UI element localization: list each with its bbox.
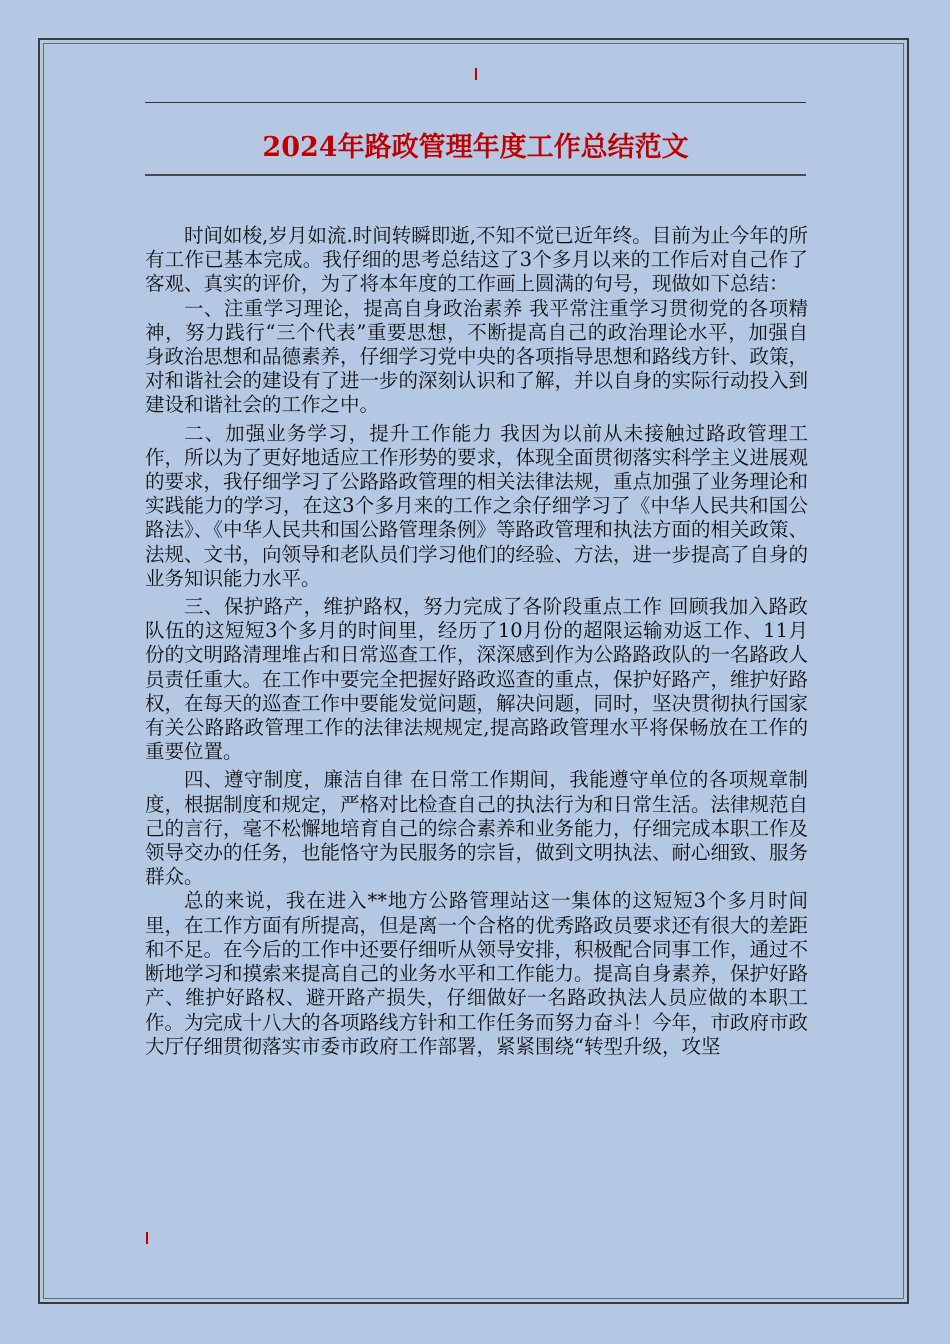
title-rule: [145, 174, 806, 176]
paragraph-section-1: 一、注重学习理论，提高自身政治素养 我平常注重学习贯彻党的各项精神，努力践行“三个代表”重要思想，不断提高自己的政治理论水平，加强自身政治思想和品德素养，仔细学习党中央的各项指导思想和路线方针、政策，对和谐社会的建设有了进一步的深刻认识和了解，并以自身的实际行动投入到建设和谐社会的工作之中。: [145, 296, 809, 417]
document-title: 2024年路政管理年度工作总结范文: [262, 132, 689, 163]
footer-mark: [146, 1232, 148, 1244]
document-body: [145, 224, 808, 1059]
paragraph-section-4: 四、遵守制度，廉洁自律 在日常工作期间，我能遵守单位的各项规章制度，根据制度和规定，严格对比检查自己的执法行为和日常生活。法律规范自己的言行，毫不松懈地培育自己的综合素养和业务能力，仔细完成本职工作及领导交办的任务，也能恪守为民服务的宗旨，做到文明执法、耐心细致、服务群众。: [145, 768, 809, 889]
header-mark: [475, 68, 477, 80]
paragraph-section-3: 三、保护路产，维护路权，努力完成了各阶段重点工作 回顾我加入路政队伍的这短短3个多月的时间里，经历了10月份的超限运输劝返工作、11月份的文明路清理堆占和日常巡查工作，深深感到作为公路路政队的一名路政人员责任重大。在工作中要完全把握好路政巡查的重点，保护好路产，维护好路权，在每天的巡查工作中要能发觉问题，解决问题，同时，坚决贯彻执行国家有关公路路政管理工作的法律法规规定,提高路政管理水平将保畅放在工作的重要位置。: [145, 595, 809, 764]
header-rule: [145, 102, 806, 103]
paragraph-summary: 总的来说，我在进入**地方公路管理站这一集体的这短短3个多月时间里，在工作方面有所提高，但是离一个合格的优秀路政员要求还有很大的差距和不足。在今后的工作中还要仔细听从领导安排，积极配合同事工作，通过不断地学习和摸索来提高自己的业务水平和工作能力。提高自身素养，保护好路产、维护好路权、避开路产损失，仔细做好一名路政执法人员应做的本职工作。为完成十八大的各项路线方针和工作任务而努力奋斗！今年，市政府市政大厅仔细贯彻落实市委市政府工作部署，紧紧围绕“转型升级，攻坚: [145, 889, 809, 1058]
paragraph-intro: 时间如梭,岁月如流.时间转瞬即逝,不知不觉已近年终。目前为止今年的所有工作已基本完成。我仔细的思考总结这了3个多月以来的工作后对自己作了客观、真实的评价，为了将本年度的工作画上圆满的句号，现做如下总结：: [145, 224, 808, 296]
paragraph-section-2: 二、加强业务学习，提升工作能力 我因为以前从未接触过路政管理工作，所以为了更好地适应工作形势的要求，体现全面贯彻落实科学主义进展观的要求，我仔细学习了公路路政管理的相关法律法规，重点加强了业务理论和实践能力的学习，在这3个多月来的工作之余仔细学习了《中华人民共和国公路法》、《中华人民共和国公路管理条例》等路政管理和执法方面的相关政策、法规、文书，向领导和老队员们学习他们的经验、方法，进一步提高了自身的业务知识能力水平。: [145, 421, 809, 590]
